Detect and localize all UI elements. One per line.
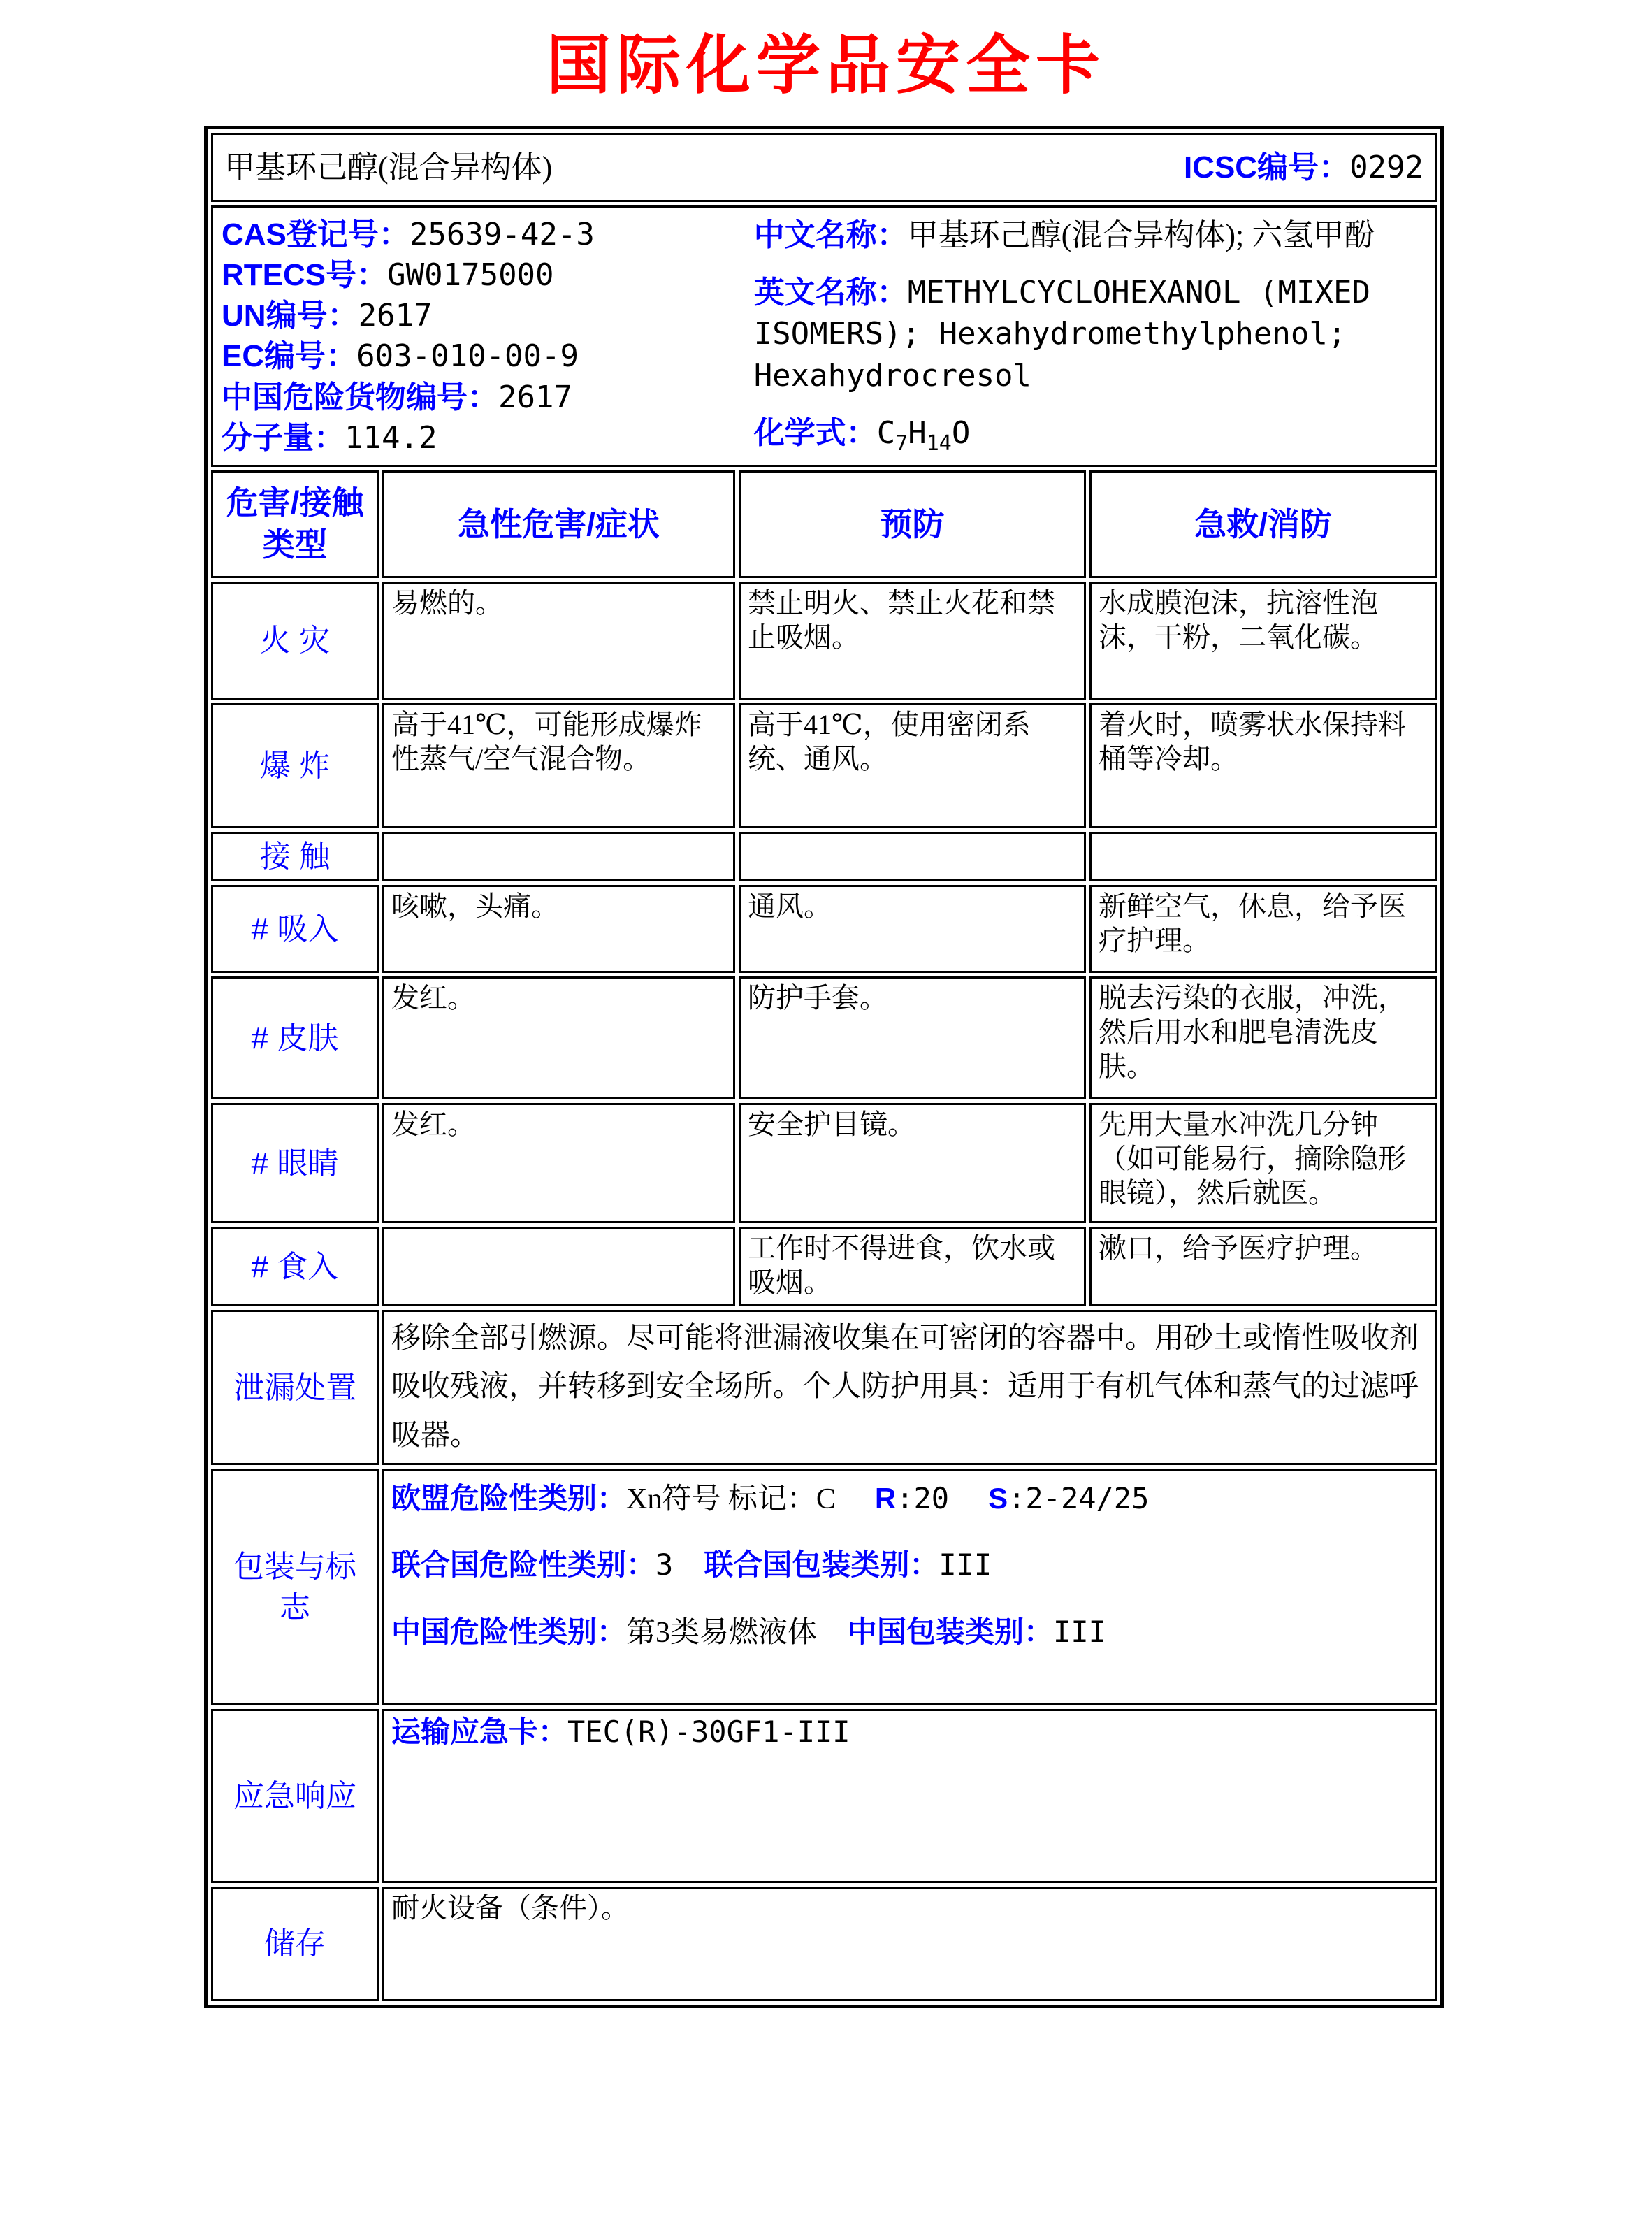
icsc-number-label: ICSC编号： xyxy=(1183,150,1350,185)
fire-prevention: 禁止明火、禁止火花和禁止吸烟。 xyxy=(739,582,1086,700)
ec-number xyxy=(222,336,751,376)
contact-symptoms xyxy=(382,832,735,881)
chemical-formula-label: 化学式： xyxy=(753,415,877,450)
explosion-prevention: 高于41℃，使用密闭系统、通风。 xyxy=(739,703,1086,828)
eyes-symptoms: 发红。 xyxy=(382,1103,735,1223)
skin-symptoms: 发红。 xyxy=(382,976,735,1099)
eyes-aid: 先用大量水冲洗几分钟（如可能易行，摘除隐形眼镜），然后就医。 xyxy=(1089,1103,1437,1223)
row-fire xyxy=(211,582,1437,700)
inhalation-symptoms: 咳嗽，头痛。 xyxy=(382,885,735,973)
contact-aid xyxy=(1089,832,1437,881)
column-header-prevention: 预防 xyxy=(739,470,1086,578)
un-packing-group-label: 联合国包装类别： xyxy=(704,1548,939,1582)
china-class-line xyxy=(391,1614,1428,1651)
skin-prevention: 防护手套。 xyxy=(739,976,1086,1099)
r-phrase-label: R xyxy=(874,1482,897,1515)
icsc-card xyxy=(204,126,1444,2008)
spill-disposal-cell xyxy=(382,1310,1437,1465)
row-emergency-response xyxy=(211,1709,1437,1883)
un-label: UN编号： xyxy=(222,298,358,333)
storage-cell xyxy=(382,1887,1437,2001)
un-number xyxy=(222,296,751,336)
spill-disposal-text: 移除全部引燃源。尽可能将泄漏液收集在可密闭的容器中。用砂土或惰性吸收剂吸收残液，并转移到安全场所。个人防护用具：适用于有机气体和蒸气的过滤呼吸器。 xyxy=(391,1322,1419,1452)
china-packing-group-value: III xyxy=(1053,1614,1106,1649)
inhalation-prevention: 通风。 xyxy=(739,885,1086,973)
identifiers-left-column xyxy=(220,210,751,462)
name-bar-cell xyxy=(211,133,1437,202)
page-title: 国际化学品安全卡 xyxy=(546,30,1106,101)
english-name-value: METHYLCYCLOHEXANOL (MIXED ISOMERS); Hexahydromethylphenol; Hexahydrocresol xyxy=(753,274,1370,394)
emergency-cell xyxy=(382,1709,1437,1883)
cas-value: 25639-42-3 xyxy=(409,217,595,252)
identifiers-row xyxy=(211,205,1437,467)
english-name-label: 英文名称： xyxy=(753,275,908,310)
s-phrase-value: :2-24/25 xyxy=(1008,1481,1150,1516)
china-hazard-class-label: 中国危险性类别： xyxy=(391,1615,627,1648)
un-hazard-class-value: 3 xyxy=(655,1548,674,1582)
row-ingestion xyxy=(211,1227,1437,1306)
row-label-explosion: 爆 炸 xyxy=(211,703,379,828)
china-dg-label: 中国危险货物编号： xyxy=(222,380,498,414)
contact-prevention xyxy=(739,832,1086,881)
row-inhalation xyxy=(211,885,1437,973)
un-hazard-class-label: 联合国危险性类别： xyxy=(391,1548,656,1582)
ec-label: EC编号： xyxy=(222,339,357,374)
molecular-weight-label: 分子量： xyxy=(222,420,345,455)
transport-emergency-card xyxy=(391,1714,1428,1751)
row-label-ingestion: # 食入 xyxy=(211,1227,379,1306)
un-packing-group-value: III xyxy=(939,1548,992,1582)
china-dg-value: 2617 xyxy=(498,379,572,415)
cas-number xyxy=(222,215,751,254)
chinese-name-label: 中文名称： xyxy=(753,218,908,252)
identifiers-right-column xyxy=(751,210,1428,462)
ingestion-aid: 漱口，给予医疗护理。 xyxy=(1089,1227,1437,1306)
china-packing-group-label: 中国包装类别： xyxy=(848,1615,1054,1648)
column-header-first-aid: 急救/消防 xyxy=(1089,470,1437,578)
un-class-line xyxy=(391,1547,1428,1584)
row-label-inhalation: # 吸入 xyxy=(211,885,379,973)
identifiers-cell xyxy=(211,205,1437,467)
name-bar-row xyxy=(211,133,1437,202)
row-contact xyxy=(211,832,1437,881)
skin-aid: 脱去污染的衣服，冲洗，然后用水和肥皂清洗皮肤。 xyxy=(1089,976,1437,1099)
row-label-storage: 储存 xyxy=(211,1887,379,2001)
rtecs-label: RTECS号： xyxy=(222,258,388,293)
china-hazard-class-value: 第3类易燃液体 xyxy=(626,1616,818,1649)
row-skin xyxy=(211,976,1437,1099)
molecular-weight xyxy=(222,418,751,458)
fire-symptoms: 易燃的。 xyxy=(382,582,735,700)
row-label-skin: # 皮肤 xyxy=(211,976,379,1099)
rtecs-value: GW0175000 xyxy=(387,257,554,294)
chemical-formula-value: $C_7H_{14}O$ xyxy=(876,414,971,456)
row-label-eyes: # 眼睛 xyxy=(211,1103,379,1223)
row-label-packaging: 包装与标志 xyxy=(211,1469,379,1705)
inhalation-aid: 新鲜空气，休息，给予医疗护理。 xyxy=(1089,885,1437,973)
eu-hazard-class-value: Xn符号 标记：C xyxy=(626,1483,836,1516)
chinese-name xyxy=(754,215,1428,256)
column-header-symptoms: 急性危害/症状 xyxy=(382,470,735,578)
row-label-contact: 接 触 xyxy=(211,832,379,881)
hazard-header-row xyxy=(211,470,1437,578)
row-spill-disposal xyxy=(211,1310,1437,1465)
transport-emergency-card-value: TEC(R)-30GF1-III xyxy=(567,1715,850,1750)
ingestion-symptoms xyxy=(382,1227,735,1306)
row-label-spill-disposal: 泄漏处置 xyxy=(211,1310,379,1465)
icsc-number-value: 0292 xyxy=(1349,149,1424,185)
transport-emergency-card-label: 运输应急卡： xyxy=(391,1715,568,1749)
eu-hazard-class-line xyxy=(391,1480,1428,1517)
packaging-cell xyxy=(382,1469,1437,1705)
china-dg-number xyxy=(222,377,751,417)
r-phrase-value: :20 xyxy=(896,1481,950,1516)
storage-text: 耐火设备（条件）。 xyxy=(391,1892,629,1924)
column-header-type: 危害/接触 类型 xyxy=(211,470,379,578)
row-eyes xyxy=(211,1103,1437,1223)
rtecs-number xyxy=(222,255,751,295)
chemical-formula xyxy=(754,412,1428,458)
english-name xyxy=(754,272,1428,396)
eu-hazard-class-label: 欧盟危险性类别： xyxy=(391,1482,627,1515)
ec-value: 603-010-00-9 xyxy=(356,338,579,375)
molecular-weight-value: 114.2 xyxy=(345,419,437,456)
row-label-emergency: 应急响应 xyxy=(211,1709,379,1883)
row-label-fire: 火 灾 xyxy=(211,582,379,700)
un-value: 2617 xyxy=(358,298,433,334)
chinese-name-value: 甲基环己醇(混合异构体); 六氢甲酚 xyxy=(907,218,1375,252)
eyes-prevention: 安全护目镜。 xyxy=(739,1103,1086,1223)
explosion-aid: 着火时，喷雾状水保持料桶等冷却。 xyxy=(1089,703,1437,828)
row-packaging-labels xyxy=(211,1469,1437,1705)
row-explosion xyxy=(211,703,1437,828)
fire-aid: 水成膜泡沫，抗溶性泡沫，干粉，二氧化碳。 xyxy=(1089,582,1437,700)
s-phrase-label: S xyxy=(988,1482,1008,1515)
icsc-number xyxy=(1184,149,1423,187)
chemical-name: 甲基环己醇(混合异构体) xyxy=(224,150,553,185)
ingestion-prevention: 工作时不得进食，饮水或吸烟。 xyxy=(739,1227,1086,1306)
explosion-symptoms: 高于41℃，可能形成爆炸性蒸气/空气混合物。 xyxy=(382,703,735,828)
row-storage xyxy=(211,1887,1437,2001)
cas-label: CAS登记号： xyxy=(222,217,410,252)
